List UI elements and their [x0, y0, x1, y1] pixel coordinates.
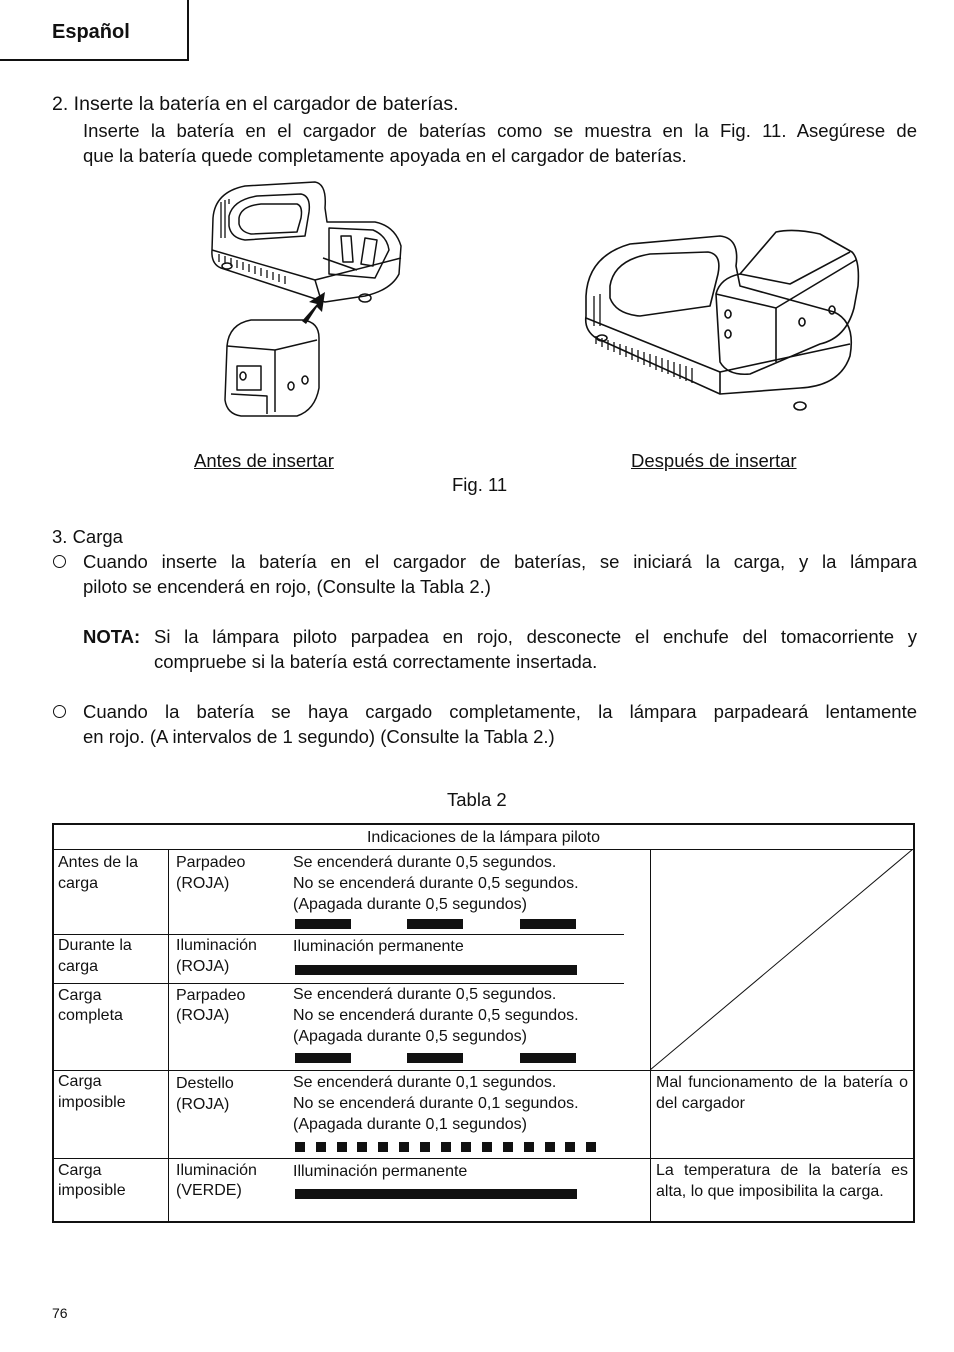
table-title: Tabla 2	[447, 789, 507, 810]
flash-square	[337, 1142, 347, 1152]
label-before-insert: Antes de insertar	[194, 450, 334, 471]
language-label: Español	[52, 21, 130, 43]
steady-on-bar	[295, 965, 577, 975]
row5-desc-l1: Illuminación permanente	[293, 1163, 468, 1180]
row3-mode-l1: Parpadeo	[176, 987, 246, 1004]
row1-desc-l3: (Apagada durante 0,5 segundos)	[293, 896, 527, 913]
row1-desc-l2: No se encenderá durante 0,5 segundos.	[293, 875, 579, 892]
bullet-circle-icon	[53, 705, 66, 718]
row1-state-l2: carga	[58, 875, 99, 892]
row3-state-l1: Carga	[58, 987, 102, 1004]
row3-desc-l3: (Apagada durante 0,5 segundos)	[293, 1028, 527, 1045]
figure-caption: Fig. 11	[452, 474, 508, 495]
steady-on-bar	[295, 1189, 577, 1199]
flash-square	[316, 1142, 326, 1152]
row4-desc-l1: Se encenderá durante 0,1 segundos.	[293, 1074, 557, 1091]
row2-mode-l2: (ROJA)	[176, 958, 230, 975]
bullet-circle-icon	[53, 555, 66, 568]
flash-square	[295, 1142, 305, 1152]
flash-square	[399, 1142, 409, 1152]
row4-mode-l1: Destello	[176, 1075, 234, 1092]
bullet2-line1: Cuando la batería se haya cargado completamente, la lámpara parpadeará lentamente	[83, 701, 917, 722]
bullet1-line1: Cuando inserte la batería en el cargador de baterías, se iniciará la carga, y la lámpara	[83, 551, 917, 572]
flash-square	[441, 1142, 451, 1152]
step3-title: 3. Carga	[52, 526, 123, 547]
flash-square	[586, 1142, 596, 1152]
step2-line2: que la batería quede completamente apoyada en el cargador de baterías.	[83, 145, 687, 166]
row2-state-l1: Durante la	[58, 937, 132, 954]
blink-on-bar	[520, 1053, 576, 1063]
label-after-insert: Después de insertar	[631, 450, 797, 471]
step2-title: 2. Inserte la batería en el cargador de baterías.	[52, 93, 459, 115]
bullet2-line2: en rojo. (A intervalos de 1 segundo) (Consulte la Tabla 2.)	[83, 726, 555, 747]
flash-square	[565, 1142, 575, 1152]
row3-desc-l1: Se encenderá durante 0,5 segundos.	[293, 986, 557, 1003]
step2-line1: Inserte la batería en el cargador de baterías como se muestra en la Fig. 11. Asegúrese de	[83, 120, 917, 141]
note-line1: Si la lámpara piloto parpadea en rojo, desconecte el enchufe del tomacorriente y	[154, 626, 917, 647]
charger-after-illustration	[580, 226, 865, 416]
flash-square	[378, 1142, 388, 1152]
row3-desc-l2: No se encenderá durante 0,5 segundos.	[293, 1007, 579, 1024]
bullet1-line2: piloto se encenderá en rojo, (Consulte la Tabla 2.)	[83, 576, 491, 597]
note-label: NOTA:	[83, 626, 141, 647]
blink-on-bar	[520, 919, 576, 929]
flash-square	[524, 1142, 534, 1152]
row4-state-l2: imposible	[58, 1094, 126, 1111]
flash-square	[357, 1142, 367, 1152]
flash-square	[461, 1142, 471, 1152]
row1-mode-l2: (ROJA)	[176, 875, 230, 892]
row5-state-l1: Carga	[58, 1162, 102, 1179]
flash-square	[545, 1142, 555, 1152]
row5-mode-l2: (VERDE)	[176, 1182, 242, 1199]
row4-desc-l2: No se encenderá durante 0,1 segundos.	[293, 1095, 579, 1112]
row1-state-l1: Antes de la	[58, 854, 139, 871]
flash-square	[420, 1142, 430, 1152]
language-tab	[0, 0, 189, 61]
blink-on-bar	[407, 919, 463, 929]
row3-state-l2: completa	[58, 1007, 123, 1024]
row5-mode-l1: Iluminación	[176, 1162, 257, 1179]
pilot-lamp-table	[52, 823, 915, 1223]
blink-on-bar	[295, 1053, 351, 1063]
row1-mode-l1: Parpadeo	[176, 854, 246, 871]
row5-note: La temperatura de la batería es alta, lo que imposibilita la carga.	[656, 1162, 908, 1200]
row2-mode-l1: Iluminación	[176, 937, 257, 954]
empty-cell-diagonal	[650, 849, 913, 1070]
note-line2: compruebe si la batería está correctamente insertada.	[154, 651, 598, 672]
row4-mode-l2: (ROJA)	[176, 1096, 230, 1113]
row4-desc-l3: (Apagada durante 0,1 segundos)	[293, 1116, 527, 1133]
row4-state-l1: Carga	[58, 1073, 102, 1090]
page-number: 76	[52, 1305, 68, 1321]
row3-mode-l2: (ROJA)	[176, 1007, 230, 1024]
row2-desc-l1: Iluminación permanente	[293, 938, 464, 955]
charger-before-illustration	[205, 178, 410, 418]
blink-on-bar	[295, 919, 351, 929]
row1-desc-l1: Se encenderá durante 0,5 segundos.	[293, 854, 557, 871]
table-header: Indicaciones de la lámpara piloto	[366, 829, 601, 846]
blink-on-bar	[407, 1053, 463, 1063]
flash-square	[503, 1142, 513, 1152]
flash-square	[482, 1142, 492, 1152]
row2-state-l2: carga	[58, 958, 99, 975]
row4-note: Mal funcionamento de la batería o del cargador	[656, 1074, 908, 1112]
row5-state-l2: imposible	[58, 1182, 126, 1199]
